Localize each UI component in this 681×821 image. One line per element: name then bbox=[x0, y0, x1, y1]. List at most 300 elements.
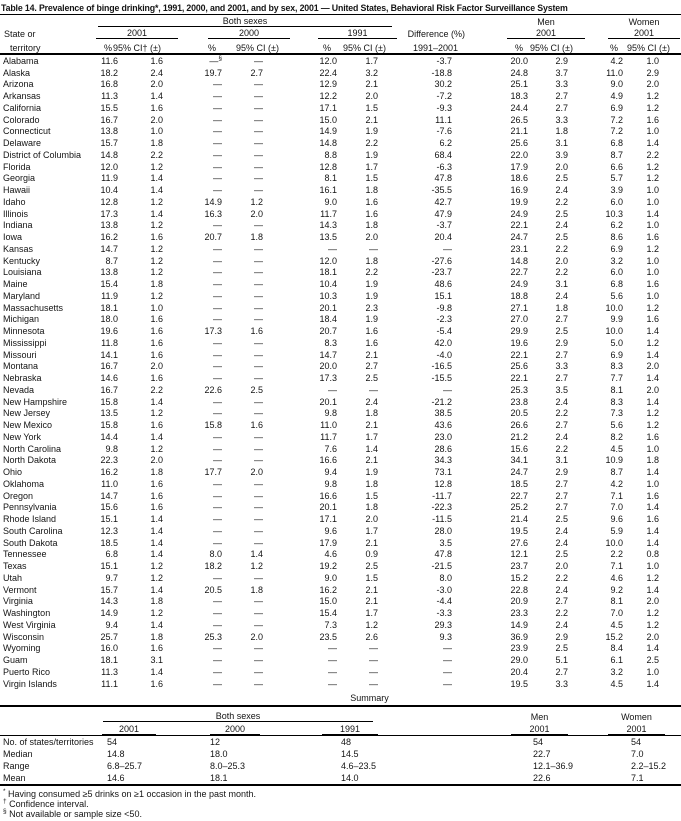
value-cell: -18.8 bbox=[431, 67, 453, 78]
table-row bbox=[0, 466, 681, 478]
value-cell: 29.9 bbox=[510, 326, 529, 337]
value-cell: 10.4 bbox=[319, 279, 337, 290]
value-cell: 11.3 bbox=[101, 91, 118, 102]
value-cell: 1.6 bbox=[646, 514, 660, 525]
value-cell: 11.0 bbox=[606, 67, 624, 78]
value-cell: 2.5 bbox=[646, 655, 660, 666]
value-cell: 2.0 bbox=[555, 161, 569, 172]
table-row bbox=[0, 302, 681, 314]
value-cell: 1.2 bbox=[646, 302, 660, 313]
value-cell: 13.5 bbox=[100, 408, 118, 419]
value-cell: 2.7 bbox=[555, 102, 569, 113]
value-cell: 1.4 bbox=[250, 549, 263, 560]
value-cell: 2.3 bbox=[365, 302, 379, 313]
value-cell: 25.6 bbox=[510, 138, 529, 149]
table-row bbox=[0, 537, 681, 549]
value-cell: 18.5 bbox=[510, 478, 529, 489]
value-cell: 8.1 bbox=[610, 596, 624, 607]
value-cell: 18.1 bbox=[100, 655, 118, 666]
value-cell: — bbox=[213, 243, 222, 254]
value-cell: 4.9 bbox=[610, 91, 624, 102]
value-cell: 2.1 bbox=[365, 349, 379, 360]
value-cell: 1.4 bbox=[646, 502, 660, 513]
value-cell: — bbox=[213, 337, 222, 348]
value-cell: 2.0 bbox=[365, 232, 379, 243]
value-cell: 21.2 bbox=[510, 431, 529, 442]
value-cell: 1.0 bbox=[646, 478, 660, 489]
value-cell: 16.6 bbox=[319, 490, 337, 501]
value-cell: 36.9 bbox=[510, 631, 529, 642]
table-row bbox=[0, 137, 681, 149]
summary-value: 22.6 bbox=[533, 772, 627, 785]
value-cell: — bbox=[443, 655, 453, 666]
value-cell: 9.4 bbox=[105, 619, 118, 630]
value-cell: — bbox=[213, 655, 222, 666]
value-cell: 1.6 bbox=[150, 326, 163, 337]
state-name: Colorado bbox=[3, 114, 40, 125]
value-cell: 2.7 bbox=[555, 420, 569, 431]
value-cell: -23.7 bbox=[431, 267, 453, 278]
value-cell: 1.6 bbox=[150, 232, 163, 243]
summary-heading: Summary bbox=[0, 692, 681, 707]
summary-year-2001-both: 2001 bbox=[102, 724, 156, 735]
value-cell: — bbox=[213, 666, 222, 677]
value-cell: 9.8 bbox=[105, 443, 118, 454]
year-2000-both: 2000 bbox=[208, 28, 290, 39]
value-cell: 24.4 bbox=[510, 102, 529, 113]
value-cell: 11.1 bbox=[101, 678, 118, 689]
value-cell: 5.7 bbox=[610, 173, 624, 184]
table-row bbox=[0, 419, 681, 431]
state-name: Vermont bbox=[3, 584, 37, 595]
value-cell: 1.0 bbox=[150, 302, 163, 313]
value-cell: 2.5 bbox=[250, 384, 263, 395]
value-cell: 8.0 bbox=[439, 572, 453, 583]
value-cell: 4.5 bbox=[610, 443, 624, 454]
value-cell: 2.0 bbox=[150, 79, 163, 90]
value-cell: 29.0 bbox=[510, 655, 529, 666]
value-cell: 2.4 bbox=[555, 290, 569, 301]
value-cell: 14.3 bbox=[100, 596, 118, 607]
value-cell: 68.4 bbox=[434, 149, 453, 160]
value-cell: 2.5 bbox=[555, 549, 569, 560]
value-cell: 2.0 bbox=[150, 114, 163, 125]
value-cell: 23.8 bbox=[510, 396, 529, 407]
table-row bbox=[0, 560, 681, 572]
value-cell: 2.7 bbox=[555, 91, 569, 102]
value-cell: 9.2 bbox=[610, 584, 624, 595]
value-cell: — bbox=[254, 608, 263, 619]
value-cell: 43.6 bbox=[434, 420, 453, 431]
value-cell: 1.6 bbox=[365, 196, 379, 207]
value-cell: 1.4 bbox=[150, 431, 163, 442]
value-cell: 7.1 bbox=[610, 490, 624, 501]
table-row bbox=[0, 290, 681, 302]
state-name: Pennsylvania bbox=[3, 502, 57, 513]
value-cell: 47.9 bbox=[434, 208, 453, 219]
value-cell: 11.7 bbox=[320, 208, 337, 219]
value-cell: 1.4 bbox=[150, 537, 163, 548]
value-cell: 1.2 bbox=[646, 608, 660, 619]
value-cell: 29.3 bbox=[434, 619, 453, 630]
value-cell: 1.0 bbox=[646, 561, 660, 572]
value-cell: 1.9 bbox=[365, 467, 379, 478]
value-cell: 7.1 bbox=[610, 561, 624, 572]
value-cell: 5.6 bbox=[610, 290, 624, 301]
state-name: Kansas bbox=[3, 243, 34, 254]
state-name: Guam bbox=[3, 655, 28, 666]
value-cell: 1.8 bbox=[365, 408, 379, 419]
value-cell: 14.8 bbox=[100, 149, 118, 160]
footnote: § Not available or sample size <50. bbox=[3, 808, 142, 820]
table-row bbox=[0, 654, 681, 666]
value-cell: — bbox=[369, 384, 379, 395]
value-cell: 2.1 bbox=[365, 420, 379, 431]
women-group-label: Women bbox=[628, 17, 660, 27]
value-cell: 2.1 bbox=[365, 584, 379, 595]
value-cell: 2.1 bbox=[365, 79, 379, 90]
value-cell: 47.8 bbox=[434, 549, 453, 560]
value-cell: 2.0 bbox=[250, 631, 263, 642]
table-row bbox=[0, 114, 681, 126]
table-row bbox=[0, 349, 681, 361]
state-name: West Virginia bbox=[3, 619, 56, 630]
value-cell: 7.7 bbox=[610, 373, 624, 384]
summary-year-2000-both: 2000 bbox=[210, 724, 260, 735]
value-cell: 2.4 bbox=[555, 525, 569, 536]
value-cell: -3.0 bbox=[436, 584, 453, 595]
value-cell: 1.8 bbox=[250, 584, 263, 595]
value-cell: 12.1 bbox=[510, 549, 529, 560]
state-name: Massachusetts bbox=[3, 302, 64, 313]
value-cell: 19.5 bbox=[510, 525, 529, 536]
value-cell: 10.0 bbox=[605, 326, 624, 337]
table-header bbox=[0, 15, 681, 54]
state-name: Oregon bbox=[3, 490, 34, 501]
ci-header: 95% CI (±) bbox=[236, 43, 279, 53]
value-cell: 2.0 bbox=[646, 384, 660, 395]
value-cell: — bbox=[254, 572, 263, 583]
value-cell: 2.0 bbox=[555, 561, 569, 572]
value-cell: 16.2 bbox=[319, 584, 337, 595]
header-measure-row bbox=[0, 39, 681, 54]
value-cell: 1.4 bbox=[646, 678, 660, 689]
state-name: Oklahoma bbox=[3, 478, 45, 489]
value-cell: 22.4 bbox=[319, 67, 337, 78]
value-cell: 11.0 bbox=[101, 478, 118, 489]
state-name: Alabama bbox=[3, 55, 39, 66]
footnote: * Having consumed ≥5 drinks on ≥1 occasion in the past month. bbox=[3, 787, 257, 799]
value-cell: 4.5 bbox=[610, 619, 624, 630]
value-cell: 34.3 bbox=[434, 455, 453, 466]
value-cell: 3.1 bbox=[150, 655, 163, 666]
value-cell: 15.1 bbox=[434, 290, 453, 301]
value-cell: — bbox=[213, 396, 222, 407]
value-cell: 1.4 bbox=[646, 349, 660, 360]
state-name: California bbox=[3, 102, 42, 113]
value-cell: 13.8 bbox=[100, 126, 118, 137]
state-name: South Dakota bbox=[3, 537, 58, 548]
value-cell: 20.5 bbox=[510, 408, 529, 419]
value-cell: 2.2 bbox=[555, 608, 569, 619]
value-cell: -3.7 bbox=[436, 220, 453, 231]
value-cell: 1.4 bbox=[150, 525, 163, 536]
value-cell: — bbox=[254, 514, 263, 525]
value-cell: -4.4 bbox=[436, 596, 453, 607]
value-cell: 11.0 bbox=[320, 420, 337, 431]
value-cell: 1.8 bbox=[365, 220, 379, 231]
value-cell: 2.0 bbox=[646, 596, 660, 607]
value-cell: 3.3 bbox=[555, 79, 569, 90]
value-cell: 18.1 bbox=[100, 302, 118, 313]
value-cell: 14.6 bbox=[100, 373, 118, 384]
value-cell: 2.7 bbox=[555, 502, 569, 513]
state-name: Texas bbox=[3, 561, 27, 572]
state-name: Alaska bbox=[3, 67, 31, 78]
value-cell: — bbox=[254, 279, 263, 290]
value-cell: 2.0 bbox=[646, 631, 660, 642]
value-cell: 1.2 bbox=[646, 408, 660, 419]
value-cell: 7.2 bbox=[610, 126, 624, 137]
value-cell: 1.4 bbox=[150, 396, 163, 407]
value-cell: -27.6 bbox=[431, 255, 453, 266]
summary-value: 6.8–25.7 bbox=[107, 760, 143, 771]
summary-value: 54 bbox=[107, 736, 118, 747]
state-name: Michigan bbox=[3, 314, 40, 325]
value-cell: 1.0 bbox=[646, 255, 660, 266]
summary-label: Mean bbox=[0, 772, 106, 785]
value-cell: 15.4 bbox=[100, 279, 118, 290]
value-cell: 19.7 bbox=[204, 67, 222, 78]
summary-year-2001-men: 2001 bbox=[511, 724, 568, 735]
value-cell: — bbox=[443, 243, 453, 254]
value-cell: 11.1 bbox=[435, 114, 453, 125]
year-1991-both: 1991 bbox=[318, 28, 397, 39]
value-cell: 12.8 bbox=[319, 161, 337, 172]
footnote-marker: § bbox=[218, 54, 222, 62]
value-cell: 1.2 bbox=[646, 91, 660, 102]
value-cell: — bbox=[254, 619, 263, 630]
footnotes bbox=[0, 789, 681, 820]
value-cell: 1.0 bbox=[646, 443, 660, 454]
value-cell: 2.2 bbox=[555, 572, 569, 583]
state-name: Mississippi bbox=[3, 337, 47, 348]
value-cell: 1.8 bbox=[150, 138, 163, 149]
difference-header-line2: 1991–2001 bbox=[412, 43, 459, 53]
value-cell: 7.3 bbox=[324, 619, 337, 630]
value-cell: 1.4 bbox=[150, 173, 163, 184]
value-cell: 2.2 bbox=[365, 267, 379, 278]
state-name: Nebraska bbox=[3, 373, 42, 384]
summary-value: 54 bbox=[533, 736, 544, 747]
value-cell: 2.2 bbox=[555, 443, 569, 454]
table-row bbox=[0, 67, 681, 79]
value-cell: — bbox=[254, 502, 263, 513]
value-cell: 1.6 bbox=[365, 208, 379, 219]
value-cell: -35.5 bbox=[431, 185, 453, 196]
value-cell: 17.3 bbox=[204, 326, 222, 337]
value-cell: — bbox=[443, 666, 453, 677]
value-cell: — bbox=[254, 243, 263, 254]
value-cell: — bbox=[213, 349, 222, 360]
value-cell: 2.7 bbox=[555, 596, 569, 607]
value-cell: — bbox=[254, 79, 263, 90]
value-cell: 16.7 bbox=[100, 384, 118, 395]
state-name: Ohio bbox=[3, 467, 23, 478]
value-cell: 1.4 bbox=[150, 666, 163, 677]
value-cell: 7.0 bbox=[610, 608, 624, 619]
value-cell: 1.0 bbox=[646, 220, 660, 231]
value-cell: 19.6 bbox=[100, 326, 118, 337]
value-cell: — bbox=[254, 596, 263, 607]
value-cell: — bbox=[254, 267, 263, 278]
value-cell: 21.4 bbox=[510, 514, 529, 525]
value-cell: 15.2 bbox=[510, 572, 529, 583]
value-cell: 9.0 bbox=[324, 572, 337, 583]
value-cell: 1.6 bbox=[150, 337, 163, 348]
value-cell: 2.2 bbox=[555, 267, 569, 278]
value-cell: 15.1 bbox=[100, 514, 118, 525]
value-cell: 25.3 bbox=[204, 631, 222, 642]
value-cell: 8.2 bbox=[610, 431, 624, 442]
value-cell: 1.5 bbox=[365, 572, 379, 583]
value-cell: 15.0 bbox=[319, 596, 337, 607]
footnote-marker: † bbox=[3, 797, 7, 805]
value-cell: 0.8 bbox=[646, 549, 660, 560]
table-row bbox=[0, 126, 681, 138]
value-cell: 16.8 bbox=[100, 79, 118, 90]
value-cell: 1.0 bbox=[646, 666, 660, 677]
value-cell: 12.8 bbox=[100, 196, 118, 207]
value-cell: 2.0 bbox=[365, 514, 379, 525]
value-cell: 9.6 bbox=[610, 514, 624, 525]
table-row bbox=[0, 455, 681, 467]
value-cell: 24.7 bbox=[510, 232, 529, 243]
state-name: Arizona bbox=[3, 79, 34, 90]
value-cell: 1.4 bbox=[646, 525, 660, 536]
value-cell: — bbox=[254, 138, 263, 149]
table-row bbox=[0, 102, 681, 114]
value-cell: 1.6 bbox=[250, 420, 263, 431]
summary-value: 8.0–25.3 bbox=[210, 760, 246, 771]
value-cell: — bbox=[369, 678, 379, 689]
value-cell: 16.2 bbox=[100, 467, 118, 478]
value-cell: 3.7 bbox=[555, 67, 569, 78]
value-cell: 3.9 bbox=[610, 185, 624, 196]
value-cell: 3.5 bbox=[439, 537, 453, 548]
value-cell: 1.4 bbox=[150, 584, 163, 595]
value-cell: 3.2 bbox=[365, 67, 379, 78]
value-cell: 12.9 bbox=[319, 79, 337, 90]
value-cell: 14.8 bbox=[319, 138, 337, 149]
value-cell: 1.4 bbox=[150, 549, 163, 560]
value-cell: — bbox=[254, 149, 263, 160]
value-cell: 1.8 bbox=[150, 467, 163, 478]
value-cell: — bbox=[328, 384, 337, 395]
value-cell: 2.4 bbox=[555, 220, 569, 231]
value-cell: 6.0 bbox=[610, 196, 624, 207]
value-cell: 23.3 bbox=[510, 608, 529, 619]
value-cell: 12.2 bbox=[319, 91, 337, 102]
value-cell: 12.0 bbox=[100, 161, 118, 172]
value-cell: 27.0 bbox=[510, 314, 529, 325]
value-cell: 22.3 bbox=[100, 455, 118, 466]
value-cell: — bbox=[254, 655, 263, 666]
value-cell: 2.5 bbox=[555, 643, 569, 654]
value-cell: 20.1 bbox=[319, 396, 337, 407]
value-cell: 2.4 bbox=[365, 396, 379, 407]
table-row bbox=[0, 220, 681, 232]
value-cell: -11.5 bbox=[432, 514, 453, 525]
value-cell: 5.9 bbox=[610, 525, 624, 536]
value-cell: 1.8 bbox=[150, 631, 163, 642]
value-cell: — bbox=[213, 185, 222, 196]
value-cell: 12.0 bbox=[319, 55, 337, 66]
value-cell: — bbox=[254, 337, 263, 348]
value-cell: — bbox=[213, 161, 222, 172]
state-name: Iowa bbox=[3, 232, 23, 243]
value-cell: 18.6 bbox=[510, 173, 529, 184]
value-cell: 47.8 bbox=[434, 173, 453, 184]
state-name: Rhode Island bbox=[3, 514, 57, 525]
value-cell: 1.2 bbox=[646, 619, 660, 630]
table-row bbox=[0, 255, 681, 267]
value-cell: 17.3 bbox=[100, 208, 118, 219]
value-cell: — bbox=[254, 255, 263, 266]
value-cell: 1.2 bbox=[150, 408, 163, 419]
value-cell: — bbox=[213, 373, 222, 384]
value-cell: 24.7 bbox=[510, 467, 529, 478]
table-row bbox=[0, 314, 681, 326]
value-cell: -6.3 bbox=[436, 161, 453, 172]
value-cell: 20.5 bbox=[204, 584, 222, 595]
summary-row bbox=[0, 748, 681, 760]
value-cell: 16.7 bbox=[100, 361, 118, 372]
value-cell: -11.7 bbox=[432, 490, 453, 501]
value-cell: 1.4 bbox=[150, 91, 163, 102]
table-row bbox=[0, 408, 681, 420]
value-cell: 10.3 bbox=[605, 208, 624, 219]
value-cell: 2.2 bbox=[150, 384, 163, 395]
value-cell: 15.1 bbox=[100, 561, 118, 572]
table-row bbox=[0, 161, 681, 173]
state-name: Hawaii bbox=[3, 185, 31, 196]
value-cell: 1.6 bbox=[150, 373, 163, 384]
value-cell: — bbox=[213, 220, 222, 231]
value-cell: 1.2 bbox=[150, 561, 163, 572]
value-cell: — bbox=[443, 384, 453, 395]
value-cell: 6.9 bbox=[610, 243, 624, 254]
prevalence-table bbox=[0, 15, 681, 690]
value-cell: — bbox=[213, 126, 222, 137]
value-cell: 2.5 bbox=[555, 173, 569, 184]
value-cell: 1.7 bbox=[365, 55, 379, 66]
value-cell: 20.4 bbox=[510, 666, 529, 677]
summary-value: 54 bbox=[631, 736, 642, 747]
summary-row bbox=[0, 735, 681, 748]
value-cell: 10.4 bbox=[100, 185, 118, 196]
summary-value: 18.1 bbox=[210, 772, 338, 785]
value-cell: 1.2 bbox=[646, 102, 660, 113]
value-cell: 1.2 bbox=[646, 420, 660, 431]
summary-both-sexes-label: Both sexes bbox=[103, 711, 373, 722]
value-cell: 1.2 bbox=[646, 337, 660, 348]
value-cell: 7.2 bbox=[610, 114, 624, 125]
value-cell: 25.6 bbox=[510, 361, 529, 372]
value-cell: 5.6 bbox=[610, 420, 624, 431]
value-cell: 1.4 bbox=[150, 185, 163, 196]
value-cell: — bbox=[213, 138, 222, 149]
